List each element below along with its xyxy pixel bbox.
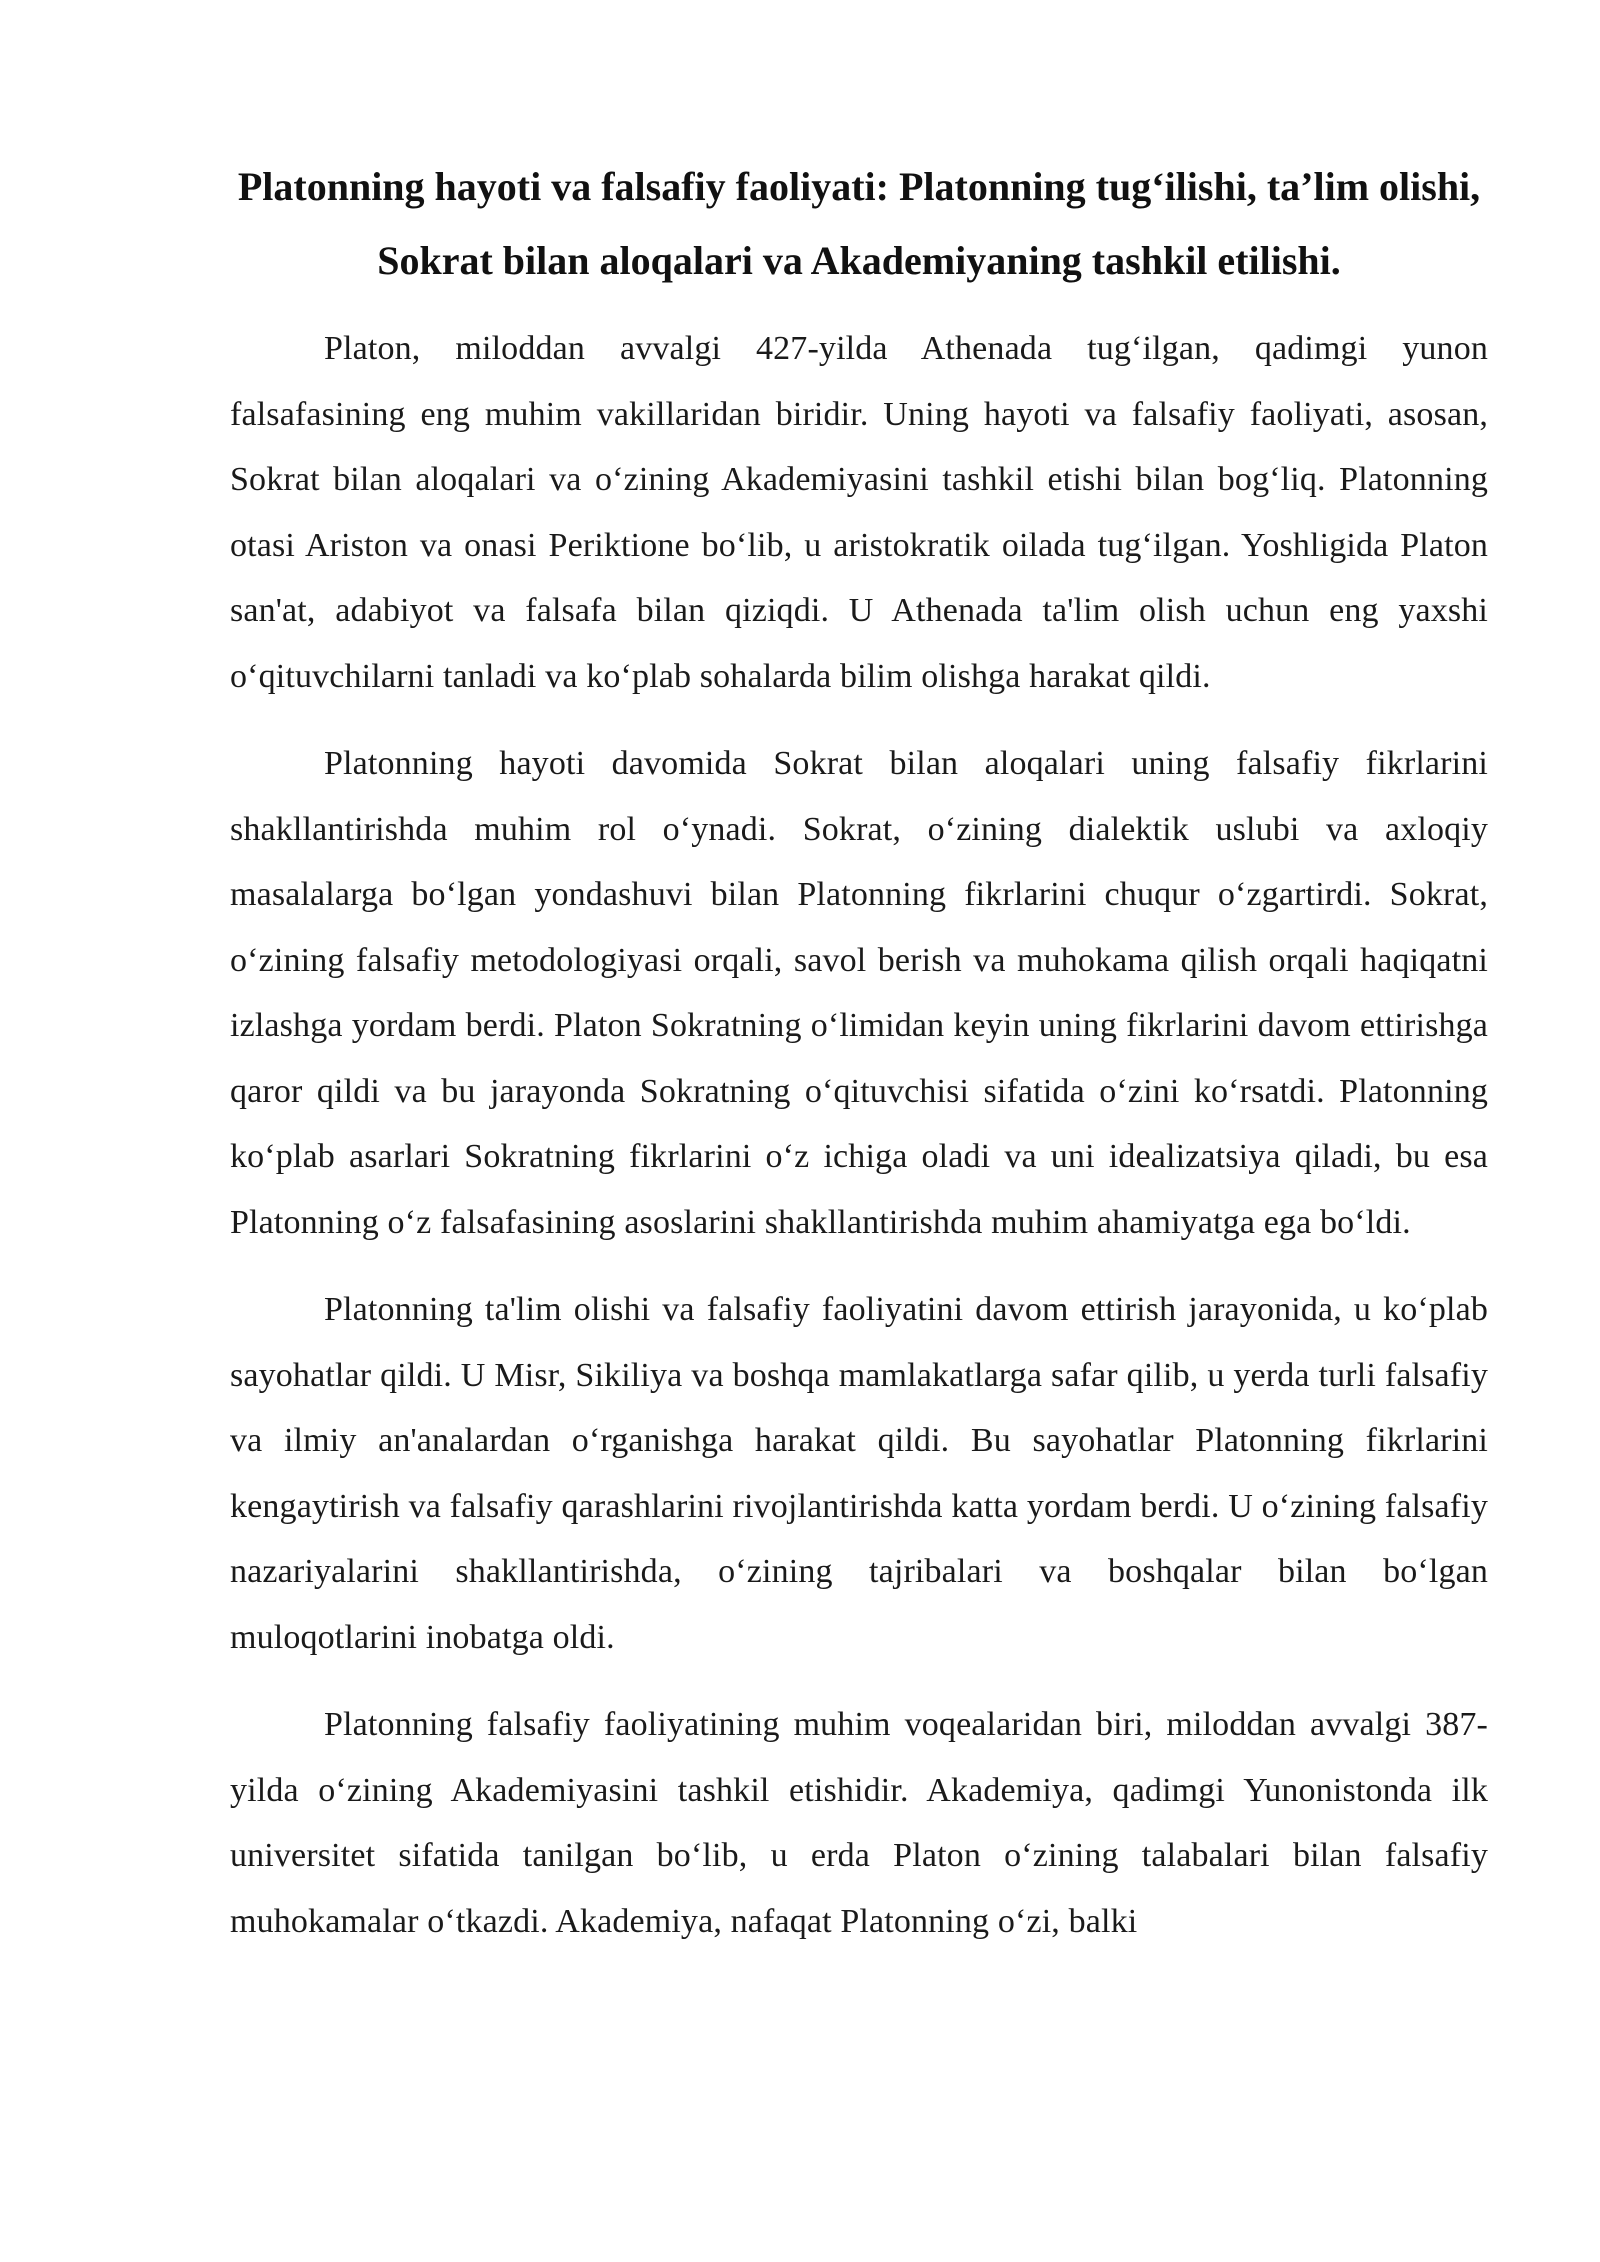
paragraph-birth-and-education: Platon, miloddan avvalgi 427-yilda Athenada tug‘ilgan, qadimgi yunon falsafasining eng muhim vakillaridan biridir. Uning hayoti va falsafiy faoliyati, asosan, Sokrat bilan aloqalari va o‘zining Akademiyasini tashkil etishi bilan bog‘liq. Platonning otasi Ariston va onasi Periktione bo‘lib, u aristokratik oilada tug‘ilgan. Yoshligida Platon san'at, adabiyot va falsafa bilan qiziqdi. U Athenada ta'lim olish uchun eng yaxshi o‘qituvchilarni tanladi va ko‘plab sohalarda bilim olishga harakat qildi.	[230, 330, 1488, 695]
paragraph-academy-founding: Platonning falsafiy faoliyatining muhim voqealaridan biri, miloddan avvalgi 387-yilda o‘zining Akademiyasini tashkil etishidir. Akademiya, qadimgi Yunonistonda ilk universitet sifatida tanilgan bo‘lib, u erda Platon o‘zining talabalari bilan falsafiy muhokamalar o‘tkazdi. Akademiya, nafaqat Platonning o‘zi, balki	[230, 1706, 1488, 1940]
paragraph-relation-with-socrates: Platonning hayoti davomida Sokrat bilan aloqalari uning falsafiy fikrlarini shakllantirishda muhim rol o‘ynadi. Sokrat, o‘zining dialektik uslubi va axloqiy masalalarga bo‘lgan yondashuvi bilan Platonning fikrlarini chuqur o‘zgartirdi. Sokrat, o‘zining falsafiy metodologiyasi orqali, savol berish va muhokama qilish orqali haqiqatni izlashga yordam berdi. Platon Sokratning o‘limidan keyin uning fikrlarini davom ettirishga qaror qildi va bu jarayonda Sokratning o‘qituvchisi sifatida o‘zini ko‘rsatdi. Platonning ko‘plab asarlari Sokratning fikrlarini o‘z ichiga oladi va uni idealizatsiya qiladi, bu esa Platonning o‘z falsafasining asoslarini shakllantirishda muhim ahamiyatga ega bo‘ldi.	[230, 745, 1488, 1241]
document-body	[230, 150, 1488, 1976]
paragraph-travels: Platonning ta'lim olishi va falsafiy faoliyatini davom ettirish jarayonida, u ko‘plab sayohatlar qildi. U Misr, Sikiliya va boshqa mamlakatlarga safar qilib, u yerda turli falsafiy va ilmiy an'analardan o‘rganishga harakat qildi. Bu sayohatlar Platonning fikrlarini kengaytirish va falsafiy qarashlarini rivojlantirishda katta yordam berdi. U o‘zining falsafiy nazariyalarini shakllantirishda, o‘zining tajribalari va boshqalar bilan bo‘lgan muloqotlarini inobatga oldi.	[230, 1291, 1488, 1656]
document-title: Platonning hayoti va falsafiy faoliyati: Platonning tug‘ilishi, ta’lim olishi, Sokrat bilan aloqalari va Akademiyaning tashkil etilishi.	[237, 164, 1481, 283]
